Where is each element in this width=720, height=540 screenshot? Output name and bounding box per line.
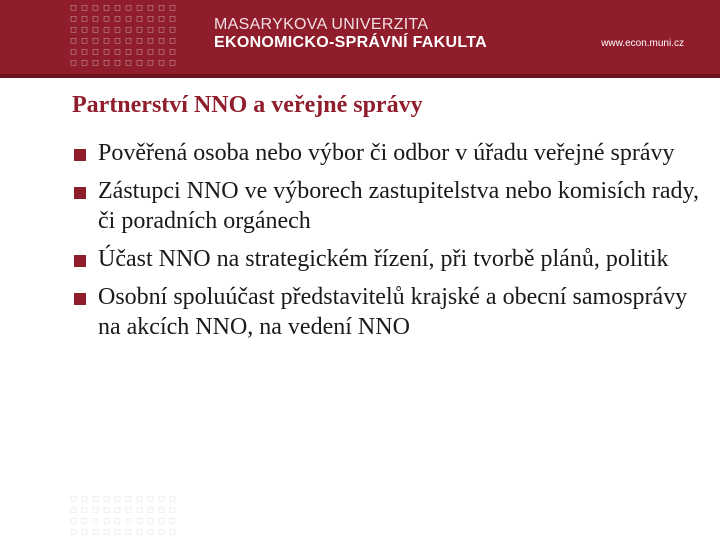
bullet-item xyxy=(72,244,712,274)
pattern-glyph: □ xyxy=(136,516,143,526)
pattern-glyph: □ xyxy=(169,25,176,35)
footer-pattern xyxy=(68,494,178,538)
pattern-glyph: □ xyxy=(125,25,132,35)
pattern-glyph: □ xyxy=(70,516,77,526)
pattern-glyph: □ xyxy=(147,58,154,68)
pattern-glyph: □ xyxy=(147,505,154,515)
bullet-item xyxy=(72,176,712,236)
pattern-glyph: □ xyxy=(114,25,121,35)
pattern-glyph: □ xyxy=(81,516,88,526)
pattern-glyph: □ xyxy=(103,25,110,35)
pattern-glyph: □ xyxy=(125,14,132,24)
pattern-glyph: □ xyxy=(136,25,143,35)
pattern-glyph: □ xyxy=(70,58,77,68)
pattern-glyph: □ xyxy=(125,527,132,537)
pattern-glyph: □ xyxy=(169,47,176,57)
pattern-glyph: □ xyxy=(103,58,110,68)
pattern-glyph: □ xyxy=(147,516,154,526)
pattern-glyph: □ xyxy=(103,36,110,46)
pattern-glyph: □ xyxy=(103,14,110,24)
pattern-glyph: □ xyxy=(169,36,176,46)
pattern-glyph: □ xyxy=(125,494,132,504)
pattern-glyph: □ xyxy=(147,14,154,24)
pattern-glyph: □ xyxy=(81,494,88,504)
pattern-glyph: □ xyxy=(136,494,143,504)
pattern-glyph: □ xyxy=(136,47,143,57)
pattern-glyph: □ xyxy=(103,47,110,57)
faculty-name: EKONOMICKO-SPRÁVNÍ FAKULTA xyxy=(214,34,487,51)
bullet-list xyxy=(72,138,712,350)
pattern-glyph: □ xyxy=(125,516,132,526)
header-stripe xyxy=(0,74,720,78)
pattern-glyph: □ xyxy=(92,47,99,57)
pattern-glyph: □ xyxy=(147,527,154,537)
pattern-glyph: □ xyxy=(114,3,121,13)
pattern-glyph: □ xyxy=(81,58,88,68)
pattern-glyph: □ xyxy=(70,527,77,537)
pattern-glyph: □ xyxy=(136,505,143,515)
pattern-glyph: □ xyxy=(114,494,121,504)
pattern-glyph: □ xyxy=(70,25,77,35)
bullet-text: Zástupci NNO ve výborech zastupitelstva nebo komisích rady, či poradních orgánech xyxy=(98,178,699,234)
pattern-glyph: □ xyxy=(125,36,132,46)
pattern-glyph: □ xyxy=(114,527,121,537)
bullet-item xyxy=(72,282,712,342)
pattern-glyph: □ xyxy=(114,58,121,68)
bullet-text: Osobní spoluúčast představitelů krajské a obecní samosprávy na akcích NNO, na vedení NNO xyxy=(98,284,688,340)
pattern-glyph: □ xyxy=(147,25,154,35)
university-name: MASARYKOVA UNIVERZITA xyxy=(214,16,429,33)
pattern-glyph: □ xyxy=(158,527,165,537)
pattern-glyph: □ xyxy=(114,516,121,526)
pattern-glyph: □ xyxy=(70,494,77,504)
pattern-glyph: □ xyxy=(158,25,165,35)
pattern-glyph: □ xyxy=(81,527,88,537)
pattern-glyph: □ xyxy=(125,47,132,57)
pattern-glyph: □ xyxy=(158,516,165,526)
pattern-glyph: □ xyxy=(147,47,154,57)
pattern-glyph: □ xyxy=(158,47,165,57)
pattern-glyph: □ xyxy=(169,14,176,24)
logo-pattern xyxy=(68,3,178,69)
pattern-glyph: □ xyxy=(125,3,132,13)
pattern-glyph: □ xyxy=(136,3,143,13)
pattern-glyph: □ xyxy=(136,36,143,46)
pattern-glyph: □ xyxy=(70,505,77,515)
pattern-glyph: □ xyxy=(147,36,154,46)
pattern-glyph: □ xyxy=(103,494,110,504)
pattern-glyph: □ xyxy=(103,3,110,13)
pattern-glyph: □ xyxy=(136,14,143,24)
pattern-glyph: □ xyxy=(169,494,176,504)
pattern-glyph: □ xyxy=(70,47,77,57)
pattern-glyph: □ xyxy=(169,527,176,537)
pattern-glyph: □ xyxy=(158,58,165,68)
pattern-glyph: □ xyxy=(92,14,99,24)
bullet-square-icon xyxy=(74,187,86,199)
pattern-glyph: □ xyxy=(136,527,143,537)
pattern-glyph: □ xyxy=(136,58,143,68)
pattern-glyph: □ xyxy=(103,505,110,515)
pattern-glyph: □ xyxy=(92,3,99,13)
pattern-glyph: □ xyxy=(147,494,154,504)
slide-title: Partnerství NNO a veřejné správy xyxy=(72,92,423,118)
website-link[interactable]: www.econ.muni.cz xyxy=(601,38,684,49)
pattern-glyph: □ xyxy=(114,47,121,57)
pattern-glyph: □ xyxy=(169,3,176,13)
pattern-glyph: □ xyxy=(158,36,165,46)
pattern-glyph: □ xyxy=(158,3,165,13)
pattern-glyph: □ xyxy=(70,36,77,46)
pattern-glyph: □ xyxy=(103,516,110,526)
pattern-glyph: □ xyxy=(81,3,88,13)
bullet-square-icon xyxy=(74,293,86,305)
pattern-glyph: □ xyxy=(169,58,176,68)
pattern-glyph: □ xyxy=(158,14,165,24)
pattern-glyph: □ xyxy=(81,47,88,57)
pattern-glyph: □ xyxy=(158,505,165,515)
pattern-glyph: □ xyxy=(92,527,99,537)
pattern-glyph: □ xyxy=(92,25,99,35)
pattern-glyph: □ xyxy=(92,494,99,504)
pattern-glyph: □ xyxy=(92,516,99,526)
bullet-square-icon xyxy=(74,149,86,161)
pattern-glyph: □ xyxy=(125,58,132,68)
pattern-glyph: □ xyxy=(114,505,121,515)
pattern-glyph: □ xyxy=(114,14,121,24)
pattern-glyph: □ xyxy=(81,14,88,24)
bullet-text: Účast NNO na strategickém řízení, při tvorbě plánů, politik xyxy=(98,246,669,272)
bullet-text: Pověřená osoba nebo výbor či odbor v úřadu veřejné správy xyxy=(98,140,675,166)
pattern-glyph: □ xyxy=(92,58,99,68)
pattern-glyph: □ xyxy=(92,36,99,46)
pattern-glyph: □ xyxy=(147,3,154,13)
pattern-glyph: □ xyxy=(103,527,110,537)
pattern-glyph: □ xyxy=(92,505,99,515)
pattern-glyph: □ xyxy=(81,36,88,46)
pattern-glyph: □ xyxy=(125,505,132,515)
bullet-item xyxy=(72,138,712,168)
pattern-glyph: □ xyxy=(114,36,121,46)
pattern-glyph: □ xyxy=(158,494,165,504)
bullet-square-icon xyxy=(74,255,86,267)
pattern-glyph: □ xyxy=(169,505,176,515)
pattern-glyph: □ xyxy=(81,505,88,515)
pattern-glyph: □ xyxy=(70,14,77,24)
pattern-glyph: □ xyxy=(81,25,88,35)
pattern-glyph: □ xyxy=(169,516,176,526)
pattern-glyph: □ xyxy=(70,3,77,13)
